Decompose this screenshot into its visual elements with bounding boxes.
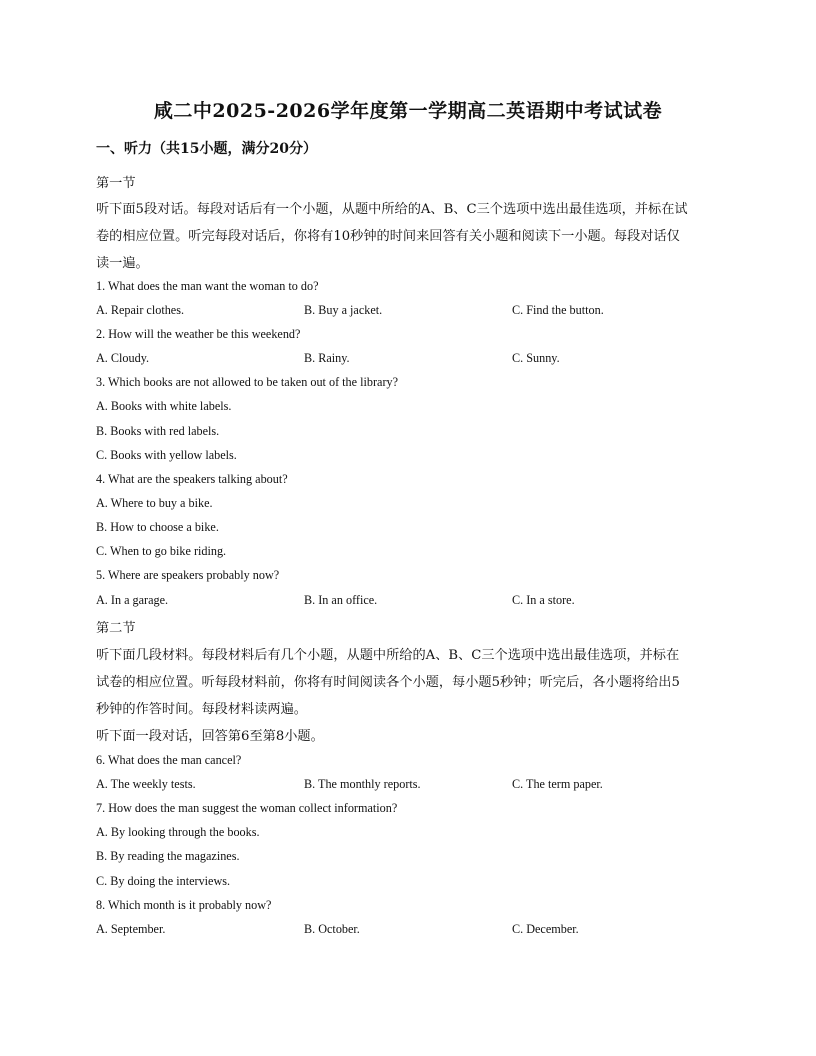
sub-instruction: 听下面一段对话，回答第6至第8小题。 [96,729,324,744]
option-a: A. Where to buy a bike. [96,496,213,510]
option-a: A. By looking through the books. [96,825,260,839]
question-stem: 4. What are the speakers talking about? [96,472,288,486]
option-a: A. Cloudy. [96,351,150,365]
option-b: B. Books with red labels. [96,424,220,438]
question-stem: 7. How does the man suggest the woman collect information? [96,801,398,815]
option-c: C. Find the button. [512,303,604,317]
option-b: B. Rainy. [304,351,350,365]
option-b: B. By reading the magazines. [96,849,240,863]
instruction-line: 读一遍。 [96,256,149,271]
exam-title: 咸二中2025-2026学年度第一学期高二英语期中考试试卷 [153,100,663,122]
question-stem: 2. How will the weather be this weekend? [96,327,301,341]
instruction-line: 听下面5段对话。每段对话后有一个小题，从题中所给的A、B、C三个选项中选出最佳选项，并标在试 [96,202,688,217]
option-b: B. Buy a jacket. [304,303,383,317]
option-b: B. The monthly reports. [304,777,421,791]
option-c: C. December. [512,922,579,936]
option-b: B. October. [304,922,360,936]
question-stem: 1. What does the man want the woman to do? [96,279,319,293]
option-a: A. In a garage. [96,593,169,607]
option-b: B. In an office. [304,593,378,607]
instruction-line: 秒钟的作答时间。每段材料读两遍。 [96,702,307,717]
option-c: C. In a store. [512,593,575,607]
option-a: A. Books with white labels. [96,399,232,413]
option-c: C. Books with yellow labels. [96,448,237,462]
option-a: A. Repair clothes. [96,303,184,317]
option-a: A. September. [96,922,166,936]
section-heading-listening: 一、听力（共15小题，满分20分） [96,141,317,157]
part-label-2: 第二节 [96,621,136,636]
option-c: C. Sunny. [512,351,560,365]
option-c: C. When to go bike riding. [96,544,227,558]
option-c: C. The term paper. [512,777,603,791]
question-stem: 3. Which books are not allowed to be taken out of the library? [96,375,399,389]
question-stem: 6. What does the man cancel? [96,753,242,767]
question-stem: 8. Which month is it probably now? [96,898,272,912]
option-b: B. How to choose a bike. [96,520,219,534]
option-c: C. By doing the interviews. [96,874,231,888]
instruction-line: 试卷的相应位置。听每段材料前，你将有时间阅读各个小题，每小题5秒钟；听完后，各小题将给出5 [96,675,680,690]
instruction-line: 听下面几段材料。每段材料后有几个小题，从题中所给的A、B、C三个选项中选出最佳选项，并标在 [96,648,680,663]
instruction-line: 卷的相应位置。听完每段对话后，你将有10秒钟的时间来回答有关小题和阅读下一小题。每段对话仅 [96,229,680,244]
option-a: A. The weekly tests. [96,777,196,791]
part-label-1: 第一节 [96,176,136,191]
question-stem: 5. Where are speakers probably now? [96,568,280,582]
